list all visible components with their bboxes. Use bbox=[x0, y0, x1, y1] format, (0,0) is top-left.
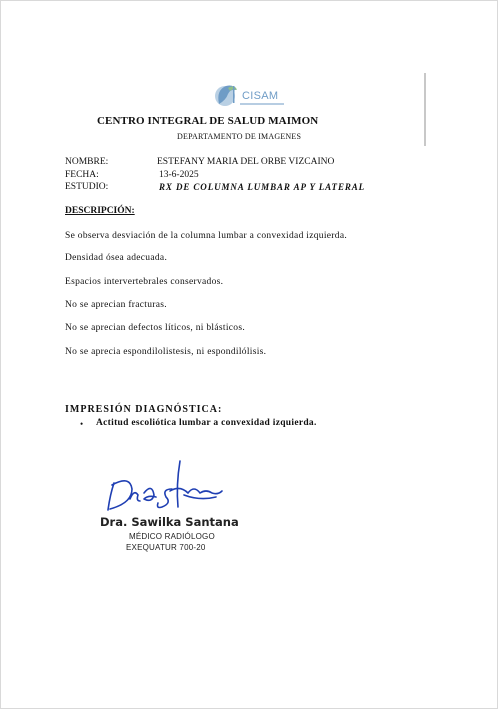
date-label: FECHA: bbox=[65, 170, 99, 180]
description-paragraph: Densidad ósea adecuada. bbox=[65, 253, 168, 263]
name-label: NOMBRE: bbox=[65, 157, 109, 167]
department-name: DEPARTAMENTO DE IMAGENES bbox=[177, 132, 302, 141]
description-paragraph: Espacios intervertebrales conservados. bbox=[65, 277, 224, 287]
signatory-name: Dra. Sawilka Santana bbox=[100, 515, 239, 529]
study-label: ESTUDIO: bbox=[65, 182, 109, 192]
bullet-icon: • bbox=[80, 419, 84, 429]
signatory-title: MÉDICO RADIÓLOGO bbox=[129, 532, 215, 541]
logo-text: CISAM bbox=[242, 90, 279, 102]
study-value: RX DE COLUMNA LUMBAR AP Y LATERAL bbox=[159, 182, 366, 192]
name-value: ESTEFANY MARIA DEL ORBE VIZCAINO bbox=[157, 157, 335, 167]
margin-divider bbox=[424, 73, 426, 146]
impression-heading: IMPRESIÓN DIAGNÓSTICA: bbox=[65, 404, 223, 415]
description-paragraph: No se aprecia espondilolistesis, ni espondilólisis. bbox=[65, 347, 267, 357]
description-paragraph: Se observa desviación de la columna lumbar a convexidad izquierda. bbox=[65, 231, 348, 241]
signatory-exequatur: EXEQUATUR 700-20 bbox=[126, 543, 206, 552]
handwritten-signature bbox=[100, 455, 230, 517]
center-name: CENTRO INTEGRAL DE SALUD MAIMON bbox=[97, 115, 319, 127]
logo-underline bbox=[240, 103, 284, 105]
description-heading: DESCRIPCIÓN: bbox=[65, 206, 135, 216]
impression-item: Actitud escoliótica lumbar a convexidad izquierda. bbox=[96, 418, 317, 428]
description-paragraph: No se aprecian defectos líticos, ni blásticos. bbox=[65, 323, 245, 333]
date-value: 13-6-2025 bbox=[159, 170, 199, 180]
description-paragraph: No se aprecian fracturas. bbox=[65, 300, 167, 310]
